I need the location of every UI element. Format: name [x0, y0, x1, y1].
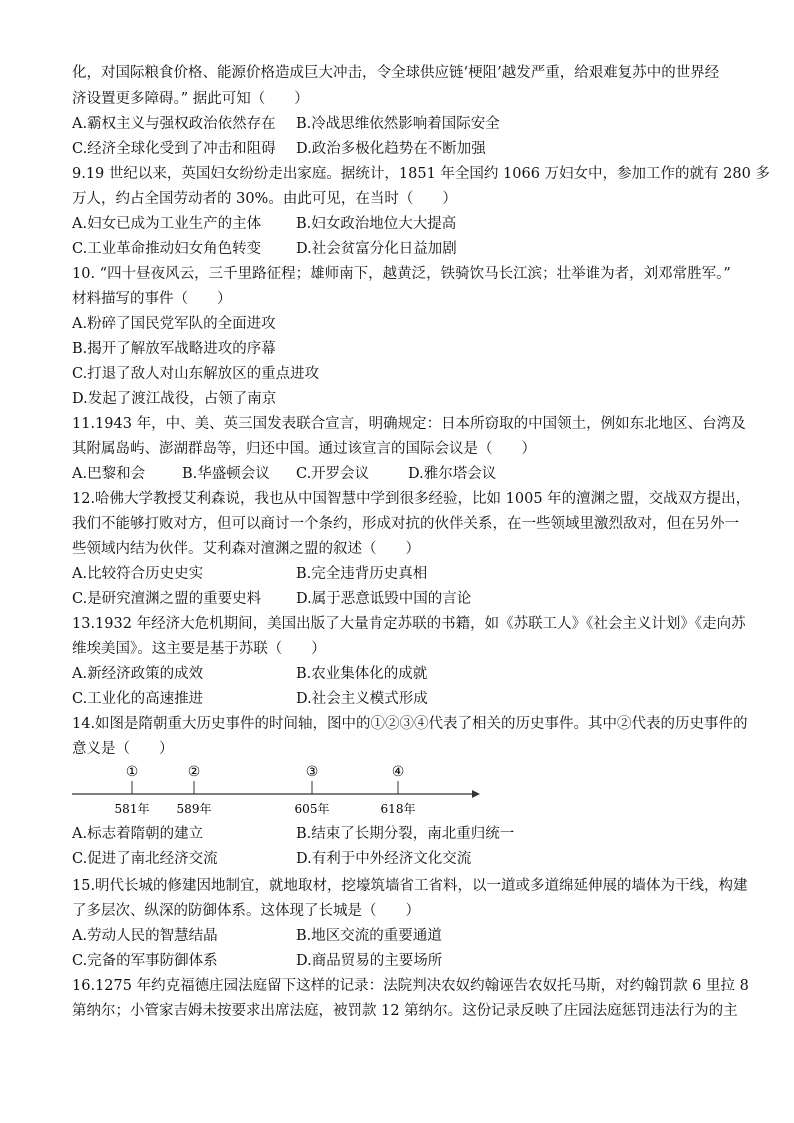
q8-option-c[interactable]: C.经济全球化受到了冲击和阻碍	[72, 141, 276, 157]
q9-option-a[interactable]: A.妇女已成为工业生产的主体	[72, 216, 262, 232]
q11-stem-line1: 11.1943 年，中、美、英三国发表联合宣言，明确规定：日本所窃取的中国领土，例如东北地区、台湾及	[72, 416, 746, 432]
timeline-event-mark: ③	[305, 764, 319, 780]
q12-option-c[interactable]: C.是研究澶渊之盟的重要史料	[72, 591, 262, 607]
q13-option-b[interactable]: B.农业集体化的成就	[296, 666, 428, 682]
q12-option-b[interactable]: B.完全违背历史真相	[296, 566, 428, 582]
q8-stem-line2: 济设置更多障碍。” 据此可知（ ）	[72, 91, 309, 107]
q15-option-b[interactable]: B.地区交流的重要通道	[296, 928, 442, 944]
q12-stem-line3: 些领域内结为伙伴。艾利森对澶渊之盟的叙述（ ）	[72, 541, 420, 557]
timeline-event-mark: ④	[391, 764, 405, 780]
q11-option-c[interactable]: C.开罗会议	[296, 466, 370, 482]
q10-option-b[interactable]: B.揭开了解放军战略进攻的序幕	[72, 341, 276, 357]
q13-stem-line1: 13.1932 年经济大危机期间，美国出版了大量肯定苏联的书籍，如《苏联工人》《社会主义计划》《走向苏	[72, 616, 746, 632]
q11-option-a[interactable]: A.巴黎和会	[72, 466, 146, 482]
q12-option-d[interactable]: D.属于恶意诋毁中国的言论	[296, 591, 472, 607]
q15-option-c[interactable]: C.完备的军事防御体系	[72, 953, 218, 969]
q8-option-d[interactable]: D.政治多极化趋势在不断加强	[296, 141, 486, 157]
q10-option-a[interactable]: A.粉碎了国民党军队的全面进攻	[72, 316, 276, 332]
q11-option-d[interactable]: D.雅尔塔会议	[408, 466, 497, 482]
q10-stem-line1: 10. “四十昼夜风云，三千里路征程；雄师南下，越黄泛，铁骑饮马长江滨；壮举谁为者，刘邓常胜军。”	[72, 266, 731, 282]
q9-stem-line1: 9.19 世纪以来，英国妇女纷纷走出家庭。据统计，1851 年全国约 1066 万妇女中，参加工作的就有 280 多	[72, 166, 770, 182]
q14-stem-line2: 意义是（ ）	[72, 741, 174, 757]
timeline-event-mark: ①	[125, 764, 139, 780]
q11-stem-line2: 其附属岛屿、澎湖群岛等，归还中国。通过该宣言的国际会议是（ ）	[72, 441, 536, 457]
q14-option-c[interactable]: C.促进了南北经济交流	[72, 851, 218, 867]
q8-option-b[interactable]: B.冷战思维依然影响着国际安全	[296, 116, 500, 132]
q8-stem-line1: 化，对国际粮食价格、能源价格造成巨大冲击，令全球供应链‘梗阻’越发严重，给艰难复苏中的世界经	[72, 65, 720, 81]
q14-option-d[interactable]: D.有利于中外经济文化交流	[296, 851, 472, 867]
q12-option-a[interactable]: A.比较符合历史史实	[72, 566, 204, 582]
q13-stem-line2: 维埃美国》。这主要是基于苏联（ ）	[72, 641, 326, 657]
timeline-year-label: 618年	[380, 802, 416, 816]
q16-stem-line1: 16.1275 年约克福德庄园法庭留下这样的记录：法院判决农奴约翰诬告农奴托马斯，对约翰罚款 6 里拉 8	[72, 978, 749, 994]
q15-stem-line1: 15.明代长城的修建因地制宜，就地取材，挖壕筑墙省工省料，以一道或多道绵延伸展的墙体为干线，构建	[72, 878, 748, 894]
q10-option-c[interactable]: C.打退了敌人对山东解放区的重点进攻	[72, 366, 320, 382]
timeline-event-mark: ②	[187, 764, 201, 780]
q15-stem-line2: 了多层次、纵深的防御体系。这体现了长城是（ ）	[72, 903, 420, 919]
q9-option-c[interactable]: C.工业革命推动妇女角色转变	[72, 241, 262, 257]
q16-stem-line2: 第纳尔；小管家吉姆未按要求出席法庭，被罚款 12 第纳尔。这份记录反映了庄园法庭惩罚违法行为的主	[72, 1003, 738, 1019]
q9-stem-line2: 万人，约占全国劳动者的 30%。由此可见，在当时（ ）	[72, 191, 457, 207]
timeline-year-label: 605年	[294, 802, 330, 816]
q9-option-d[interactable]: D.社会贫富分化日益加剧	[296, 241, 457, 257]
q8-option-a[interactable]: A.霸权主义与强权政治依然存在	[72, 116, 276, 132]
timeline-year-label: 589年	[176, 802, 212, 816]
q9-option-b[interactable]: B.妇女政治地位大大提高	[296, 216, 457, 232]
q10-option-d[interactable]: D.发起了渡江战役，占领了南京	[72, 391, 277, 407]
q14-stem-line1: 14.如图是隋朝重大历史事件的时间轴，图中的①②③④代表了相关的历史事件。其中②代表的历史事件的	[72, 716, 748, 732]
q12-stem-line2: 我们不能够打败对方，但可以商讨一个条约，形成对抗的伙伴关系，在一些领域里激烈敌对，但在另外一	[72, 516, 739, 532]
timeline-arrowhead	[472, 790, 480, 798]
q10-stem-line2: 材料描写的事件（ ）	[72, 291, 232, 307]
q12-stem-line1: 12.哈佛大学教授艾利森说，我也从中国智慧中学到很多经验，比如 1005 年的澶渊之盟，交战双方提出，	[72, 491, 751, 507]
q15-option-a[interactable]: A.劳动人民的智慧结晶	[72, 928, 218, 944]
q13-option-a[interactable]: A.新经济政策的成效	[72, 666, 204, 682]
q14-option-b[interactable]: B.结束了长期分裂，南北重归统一	[296, 826, 515, 842]
q14-option-a[interactable]: A.标志着隋朝的建立	[72, 826, 204, 842]
sui-timeline-figure	[72, 760, 492, 820]
q13-option-c[interactable]: C.工业化的高速推进	[72, 691, 204, 707]
q11-option-b[interactable]: B.华盛顿会议	[182, 466, 270, 482]
q13-option-d[interactable]: D.社会主义模式形成	[296, 691, 428, 707]
q15-option-d[interactable]: D.商品贸易的主要场所	[296, 953, 443, 969]
timeline-year-label: 581年	[114, 802, 150, 816]
